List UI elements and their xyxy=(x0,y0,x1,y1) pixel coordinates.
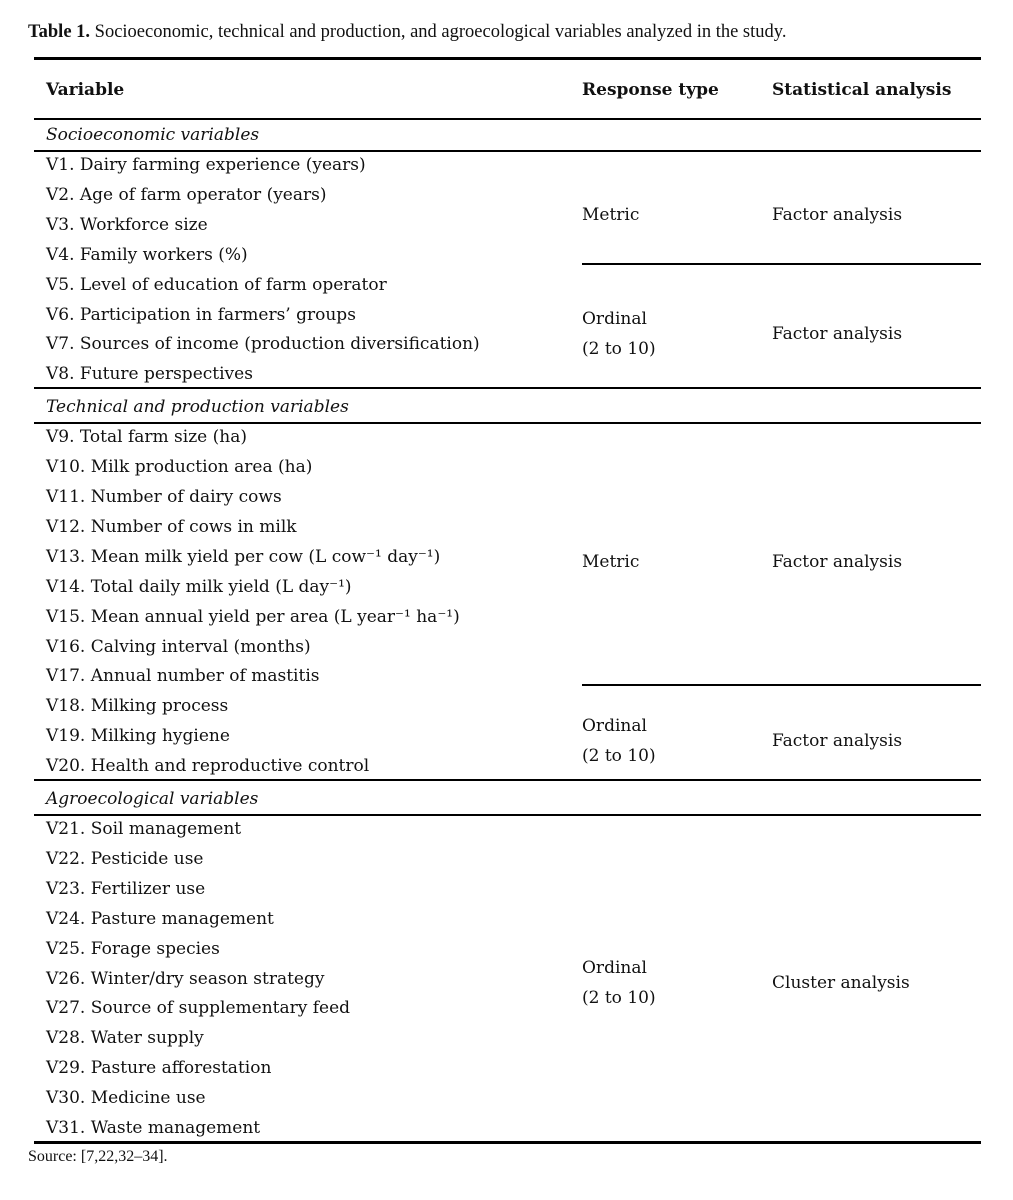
section-end-rule xyxy=(34,779,981,781)
statistical-analysis-cell: Factor analysis xyxy=(772,204,903,225)
caption-label: Table 1. xyxy=(28,22,91,42)
variable-cell: V26. Winter/dry season strategy xyxy=(46,968,325,989)
variable-cell: V3. Workforce size xyxy=(46,214,208,235)
variable-cell: V11. Number of dairy cows xyxy=(46,487,282,507)
bottom-rule xyxy=(34,1141,981,1144)
section-title: Agroecological variables xyxy=(46,789,259,809)
caption-text: Socioeconomic, technical and production, and agroecological variables analyzed in the study. xyxy=(94,22,787,42)
variable-cell: V4. Family workers (%) xyxy=(46,244,248,265)
variable-cell: V8. Future perspectives xyxy=(46,364,253,385)
variable-cell: V25. Forage species xyxy=(46,938,220,959)
group-rule xyxy=(582,684,981,686)
header-statistical-analysis: Statistical analysis xyxy=(772,80,952,100)
variable-cell: V10. Milk production area (ha) xyxy=(46,457,313,478)
variable-cell: V22. Pesticide use xyxy=(46,848,204,869)
variable-cell: V23. Fertilizer use xyxy=(46,878,206,899)
response-type-cell: (2 to 10) xyxy=(582,746,656,767)
header-response-type: Response type xyxy=(582,80,719,100)
response-type-cell: Ordinal xyxy=(582,716,647,737)
variable-cell: V19. Milking hygiene xyxy=(46,726,230,747)
variable-cell: V1. Dairy farming experience (years) xyxy=(46,155,366,175)
statistical-analysis-cell: Factor analysis xyxy=(772,324,903,345)
section-end-rule xyxy=(34,387,981,389)
table-caption xyxy=(28,22,786,43)
variable-cell: V7. Sources of income (production diversification) xyxy=(46,334,480,355)
statistical-analysis-cell: Cluster analysis xyxy=(772,973,910,994)
variable-cell: V12. Number of cows in milk xyxy=(46,516,297,537)
variable-cell: V31. Waste management xyxy=(46,1118,261,1138)
top-rule xyxy=(34,57,981,60)
variable-cell: V27. Source of supplementary feed xyxy=(46,998,351,1019)
variable-cell: V13. Mean milk yield per cow (L cow⁻¹ day⁻¹) xyxy=(46,546,441,567)
variable-cell: V28. Water supply xyxy=(46,1028,204,1049)
variable-cell: V14. Total daily milk yield (L day⁻¹) xyxy=(46,576,352,597)
variable-cell: V15. Mean annual yield per area (L year⁻¹ ha⁻¹) xyxy=(46,606,460,627)
variable-cell: V9. Total farm size (ha) xyxy=(46,427,247,448)
section-rule xyxy=(34,422,981,424)
variable-cell: V2. Age of farm operator (years) xyxy=(46,184,327,205)
response-type-cell: Metric xyxy=(582,551,640,572)
variable-cell: V21. Soil management xyxy=(46,819,242,839)
response-type-cell: Metric xyxy=(582,204,640,225)
section-rule xyxy=(34,150,981,152)
variable-cell: V6. Participation in farmers’ groups xyxy=(46,304,356,325)
table-source: Source: [7,22,32–34]. xyxy=(28,1148,168,1165)
variable-cell: V5. Level of education of farm operator xyxy=(46,274,387,295)
response-type-cell: (2 to 10) xyxy=(582,339,656,360)
section-title: Socioeconomic variables xyxy=(46,125,260,145)
statistical-analysis-cell: Factor analysis xyxy=(772,731,903,752)
response-type-cell: Ordinal xyxy=(582,309,647,330)
section-rule xyxy=(34,814,981,816)
header-rule xyxy=(34,118,981,120)
variable-cell: V20. Health and reproductive control xyxy=(46,756,370,777)
variable-cell: V16. Calving interval (months) xyxy=(46,636,311,657)
group-rule xyxy=(582,263,981,265)
statistical-analysis-cell: Factor analysis xyxy=(772,551,903,572)
variable-cell: V29. Pasture afforestation xyxy=(46,1058,272,1079)
header-variable: Variable xyxy=(46,80,125,100)
section-title: Technical and production variables xyxy=(46,397,349,418)
variable-cell: V24. Pasture management xyxy=(46,908,274,929)
variable-cell: V30. Medicine use xyxy=(46,1088,206,1109)
variable-cell: V17. Annual number of mastitis xyxy=(46,666,320,687)
response-type-cell: Ordinal xyxy=(582,958,647,979)
response-type-cell: (2 to 10) xyxy=(582,988,656,1009)
variable-cell: V18. Milking process xyxy=(46,696,229,717)
